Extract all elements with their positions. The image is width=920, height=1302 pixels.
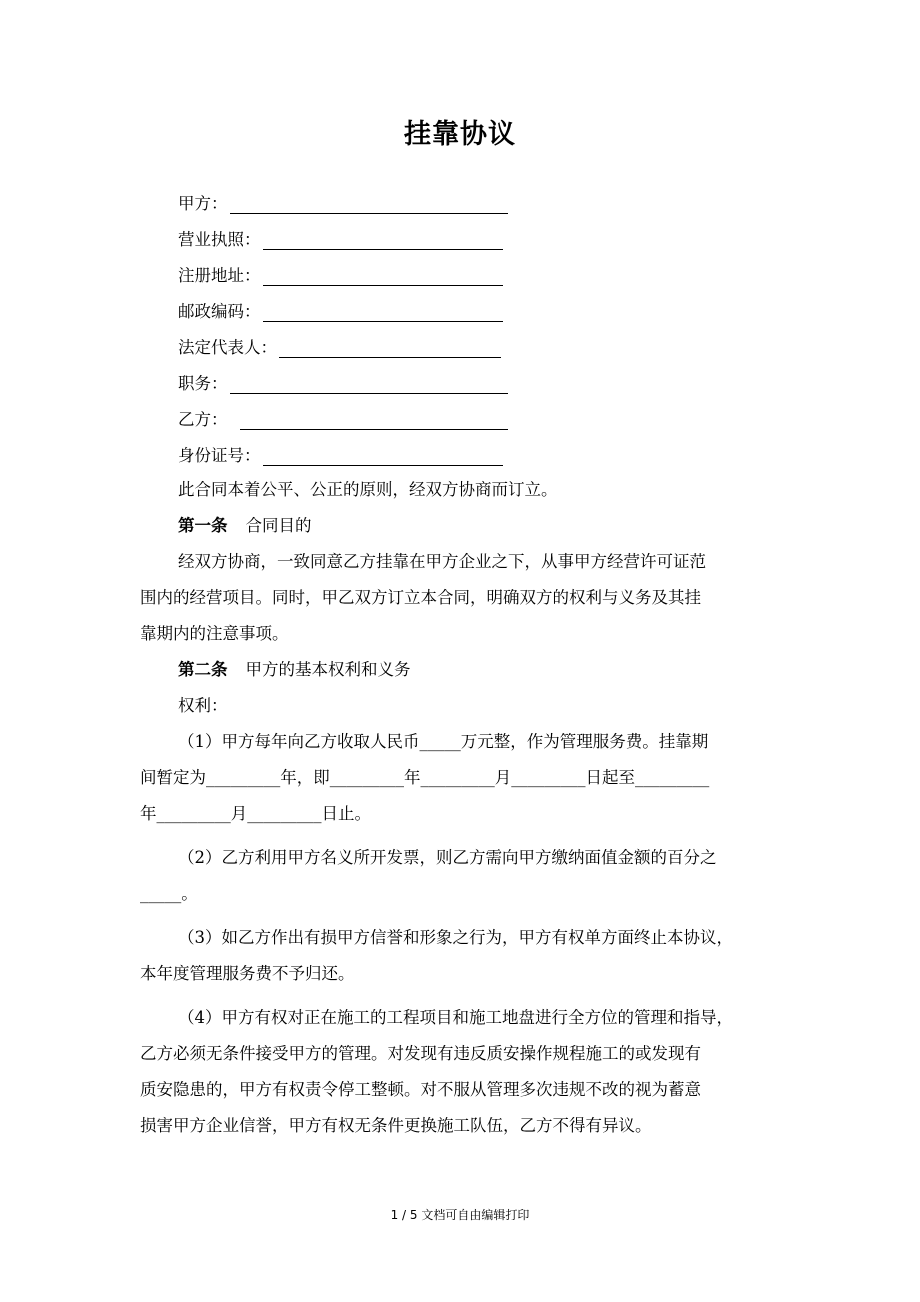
article-title: 合同目的 (245, 516, 312, 535)
document-title: 挂靠协议 (404, 119, 516, 150)
article-2-heading (140, 652, 790, 688)
text-line: 经双方协商，一致同意乙方挂靠在甲方企业之下，从事甲方经营许可证范 (178, 552, 706, 571)
field-party-b (140, 400, 790, 436)
article-1-paragraph (140, 544, 790, 652)
field-label: 职务： (178, 374, 228, 393)
rights-label: 权利： (178, 696, 228, 715)
field-legal-representative (140, 328, 790, 364)
field-label: 身份证号： (178, 446, 261, 465)
field-label: 甲方： (178, 194, 228, 213)
text-line: 质安隐患的，甲方有权责令停工整顿。对不服从管理多次违规不改的视为蓄意 (140, 1080, 701, 1099)
fill-blank (240, 407, 508, 430)
intro-paragraph: 此合同本着公平、公正的原则，经双方协商而订立。 (178, 480, 558, 499)
field-label: 法定代表人： (178, 338, 277, 357)
fill-blank (230, 371, 508, 394)
article-number: 第一条 (178, 516, 228, 535)
text-line: 间暂定为_________年，即_________年_________月_________日起至_________ (140, 768, 710, 787)
field-business-license (140, 220, 790, 256)
article-title: 甲方的基本权利和义务 (245, 660, 411, 679)
fill-blank (263, 227, 503, 250)
text-line: 本年度管理服务费不予归还。 (140, 964, 355, 983)
text-line: 靠期内的注意事项。 (140, 624, 289, 643)
text-line: （1）甲方每年向乙方收取人民币_____万元整，作为管理服务费。挂靠期 (178, 732, 709, 751)
field-id-number (140, 436, 790, 472)
field-label: 乙方： (178, 410, 228, 429)
text-line: 年_________月_________日止。 (140, 804, 371, 823)
field-party-a (140, 184, 790, 220)
field-label: 注册地址： (178, 266, 261, 285)
field-registered-address (140, 256, 790, 292)
text-line: 围内的经营项目。同时，甲乙双方订立本合同，明确双方的权利与义务及其挂 (140, 588, 701, 607)
clause-2 (140, 840, 790, 912)
article-number: 第二条 (178, 660, 228, 679)
text-line: （4）甲方有权对正在施工的工程项目和施工地盘进行全方位的管理和指导， (178, 1008, 733, 1027)
fill-blank (279, 335, 501, 358)
text-line: （3）如乙方作出有损甲方信誉和形象之行为，甲方有权单方面终止本协议， (178, 928, 733, 947)
field-label: 邮政编码： (178, 302, 261, 321)
document-body (140, 184, 790, 1144)
text-line: （2）乙方利用甲方名义所开发票，则乙方需向甲方缴纳面值金额的百分之 (178, 848, 717, 867)
article-1-heading (140, 508, 790, 544)
field-position (140, 364, 790, 400)
field-postal-code (140, 292, 790, 328)
clause-1 (140, 724, 790, 832)
text-line: 损害甲方企业信誉，甲方有权无条件更换施工队伍，乙方不得有异议。 (140, 1116, 652, 1135)
field-label: 营业执照： (178, 230, 261, 249)
fill-blank (263, 299, 503, 322)
text-line: 乙方必须无条件接受甲方的管理。对发现有违反质安操作规程施工的或发现有 (140, 1044, 701, 1063)
fill-blank (230, 191, 508, 214)
fill-blank (263, 263, 503, 286)
clause-3 (140, 920, 790, 992)
fill-blank (263, 443, 503, 466)
text-line: _____。 (140, 884, 198, 903)
page-footer: 1 / 5 文档可自由编辑打印 (390, 1208, 530, 1222)
clause-4 (140, 1000, 790, 1144)
